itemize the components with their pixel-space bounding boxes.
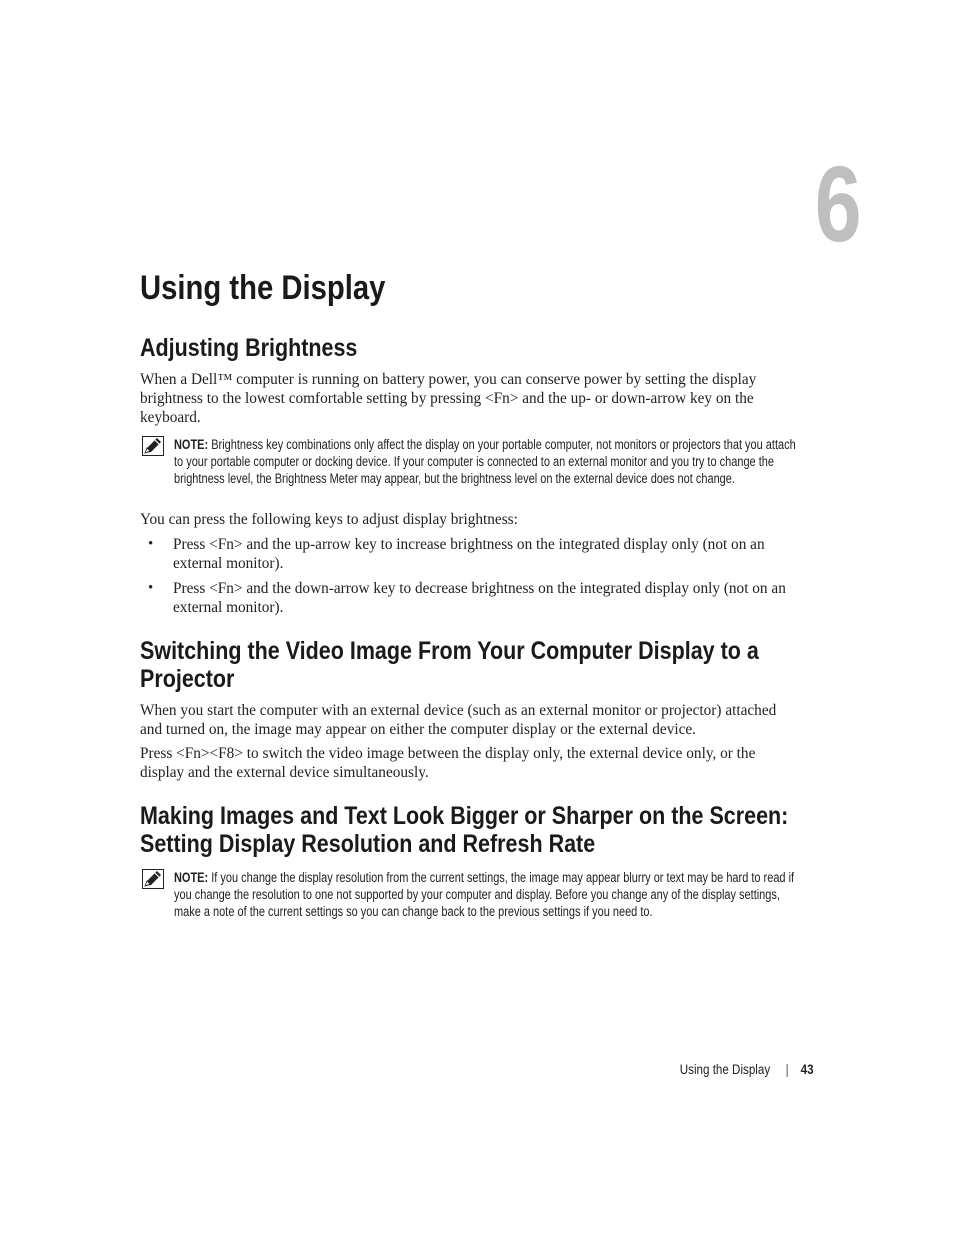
brightness-intro: When a Dell™ computer is running on battery power, you can conserve power by setting the display brightness to the lowest comfortable setting by pressing <Fn> and the up- or down-arrow key on the keyboard. bbox=[140, 371, 757, 426]
projector-para-1: When you start the computer with an external device (such as an external monitor or projector) attached and turned on, the image may appear on either the computer display or the external device. bbox=[140, 702, 777, 738]
page-number: 43 bbox=[801, 1062, 814, 1077]
pencil-note-icon bbox=[142, 436, 164, 456]
projector-para-2: Press <Fn><F8> to switch the video image between the display only, the external device only, or the display and the external device simultaneously. bbox=[140, 745, 756, 781]
bullet-icon: • bbox=[148, 536, 154, 552]
pencil-note-icon bbox=[142, 869, 164, 889]
note-label: NOTE: bbox=[174, 870, 209, 885]
page-footer bbox=[680, 1062, 814, 1078]
note-label: NOTE: bbox=[174, 437, 209, 452]
chapter-number: 6 bbox=[814, 143, 860, 264]
section-heading-brightness: Adjusting Brightness bbox=[140, 334, 358, 362]
note-body: Brightness key combinations only affect the display on your portable computer, not monitors or projectors that you attach to your portable computer or docking device. If your computer is connected to an external monitor and you try to change the brightness level, the Brightness Meter may appear, but the brightness level on the external device does not change. bbox=[174, 437, 796, 486]
bullet-icon: • bbox=[148, 580, 154, 596]
note-text bbox=[174, 436, 797, 487]
section-heading-resolution: Making Images and Text Look Bigger or Sharper on the Screen: Setting Display Resolution and Refresh Rate bbox=[140, 802, 789, 858]
footer-section-title: Using the Display bbox=[680, 1062, 771, 1077]
note-text bbox=[174, 869, 797, 920]
footer-separator: | bbox=[786, 1062, 790, 1077]
list-item-text: Press <Fn> and the down-arrow key to decrease brightness on the integrated display only (not on an external monitor). bbox=[173, 580, 786, 616]
section-heading-projector: Switching the Video Image From Your Computer Display to a Projector bbox=[140, 637, 759, 693]
chapter-title: Using the Display bbox=[140, 269, 386, 307]
keys-intro: You can press the following keys to adjust display brightness: bbox=[140, 511, 518, 528]
list-item-text: Press <Fn> and the up-arrow key to increase brightness on the integrated display only (not on an external monitor). bbox=[173, 536, 765, 572]
note-body: If you change the display resolution from the current settings, the image may appear blurry or text may be hard to read if you change the resolution to one not supported by your computer and display. Before you change any of the display settings, make a note of the current settings so you can change back to the previous settings if you need to. bbox=[174, 870, 795, 919]
